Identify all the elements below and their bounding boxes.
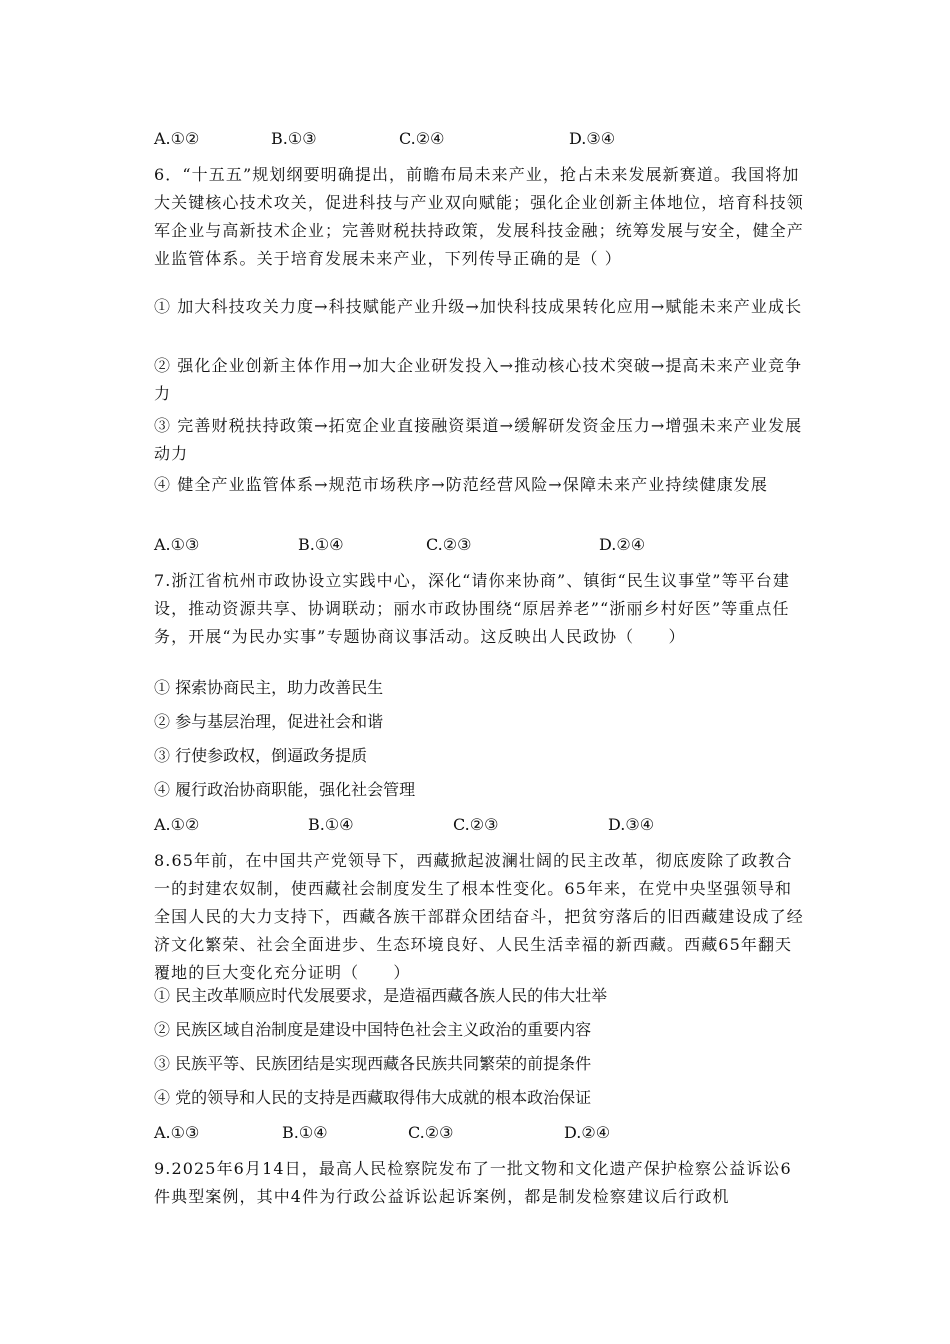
q7-option-b: B.①④ bbox=[308, 815, 354, 834]
q6-item-2: ② 强化企业创新主体作用→加大企业研发投入→推动核心技术突破→提高未来产业竞争力 bbox=[154, 356, 803, 403]
q8-item-4: ④ 党的领导和人民的支持是西藏取得伟大成就的根本政治保证 bbox=[154, 1088, 592, 1107]
q5-option-b: B.①③ bbox=[271, 129, 317, 148]
q8-option-a: A.①③ bbox=[154, 1123, 200, 1142]
q7-option-a: A.①② bbox=[154, 815, 200, 834]
q7-item-1: ① 探索协商民主，助力改善民生 bbox=[154, 678, 384, 697]
q6-stem: 6．“十五五”规划纲要明确提出，前瞻布局未来产业，抢占未来发展新赛道。我国将加大关键核心技术攻关，促进科技与产业双向赋能；强化企业创新主体地位，培育科技领军企业与高新技术企业；完善财税扶持政策，发展科技金融；统筹发展与安全，健全产业监管体系。关于培育发展未来产业，下列传导正确的是（ ） bbox=[154, 165, 804, 268]
q8-option-b: B.①④ bbox=[282, 1123, 328, 1142]
q6-option-d: D.②④ bbox=[599, 535, 646, 554]
q7-item-2: ② 参与基层治理，促进社会和谐 bbox=[154, 712, 384, 731]
q6-option-a: A.①③ bbox=[154, 535, 200, 554]
q8-options bbox=[154, 1122, 804, 1144]
q6-options bbox=[154, 534, 804, 556]
q7-options bbox=[154, 814, 804, 836]
q5-option-c: C.②④ bbox=[399, 129, 445, 148]
q8-item-1: ① 民主改革顺应时代发展要求，是造福西藏各族人民的伟大壮举 bbox=[154, 986, 608, 1005]
q8-item-3: ③ 民族平等、民族团结是实现西藏各民族共同繁荣的前提条件 bbox=[154, 1054, 592, 1073]
q8-item-2: ② 民族区域自治制度是建设中国特色社会主义政治的重要内容 bbox=[154, 1020, 592, 1039]
q8-stem: 8.65年前，在中国共产党领导下，西藏掀起波澜壮阔的民主改革，彻底废除了政教合一的封建农奴制，使西藏社会制度发生了根本性变化。65年来，在党中央坚强领导和全国人民的大力支持下，西藏各族干部群众团结奋斗，把贫穷落后的旧西藏建设成了经济文化繁荣、社会全面进步、生态环境良好、人民生活幸福的新西藏。西藏65年翻天覆地的巨大变化充分证明（ ） bbox=[154, 851, 804, 982]
q5-options bbox=[154, 128, 804, 150]
q8-option-c: C.②③ bbox=[408, 1123, 454, 1142]
q7-item-3: ③ 行使参政权，倒逼政务提质 bbox=[154, 746, 368, 765]
q5-option-d: D.③④ bbox=[569, 129, 616, 148]
q7-option-c: C.②③ bbox=[453, 815, 499, 834]
q6-item-4: ④ 健全产业监管体系→规范市场秩序→防范经营风险→保障未来产业持续健康发展 bbox=[154, 475, 769, 494]
q7-option-d: D.③④ bbox=[608, 815, 655, 834]
q6-item-1: ① 加大科技攻关力度→科技赋能产业升级→加快科技成果转化应用→赋能未来产业成长 bbox=[154, 297, 803, 316]
q5-option-a: A.①② bbox=[154, 129, 200, 148]
q9-stem: 9.2025年6月14日，最高人民检察院发布了一批文物和文化遗产保护检察公益诉讼6件典型案例，其中4件为行政公益诉讼起诉案例，都是制发检察建议后行政机 bbox=[154, 1159, 792, 1206]
q7-item-4: ④ 履行政治协商职能，强化社会管理 bbox=[154, 780, 416, 799]
q6-option-b: B.①④ bbox=[298, 535, 344, 554]
q8-option-d: D.②④ bbox=[564, 1123, 611, 1142]
q7-stem: 7.浙江省杭州市政协设立实践中心，深化“请你来协商”、镇街“民生议事堂”等平台建设，推动资源共享、协调联动；丽水市政协围绕“原居养老”“浙丽乡村好医”等重点任务，开展“为民办实事”专题协商议事活动。这反映出人民政协（ ） bbox=[154, 571, 790, 646]
q6-option-c: C.②③ bbox=[426, 535, 472, 554]
q6-item-3: ③ 完善财税扶持政策→拓宽企业直接融资渠道→缓解研发资金压力→增强未来产业发展动力 bbox=[154, 416, 803, 463]
